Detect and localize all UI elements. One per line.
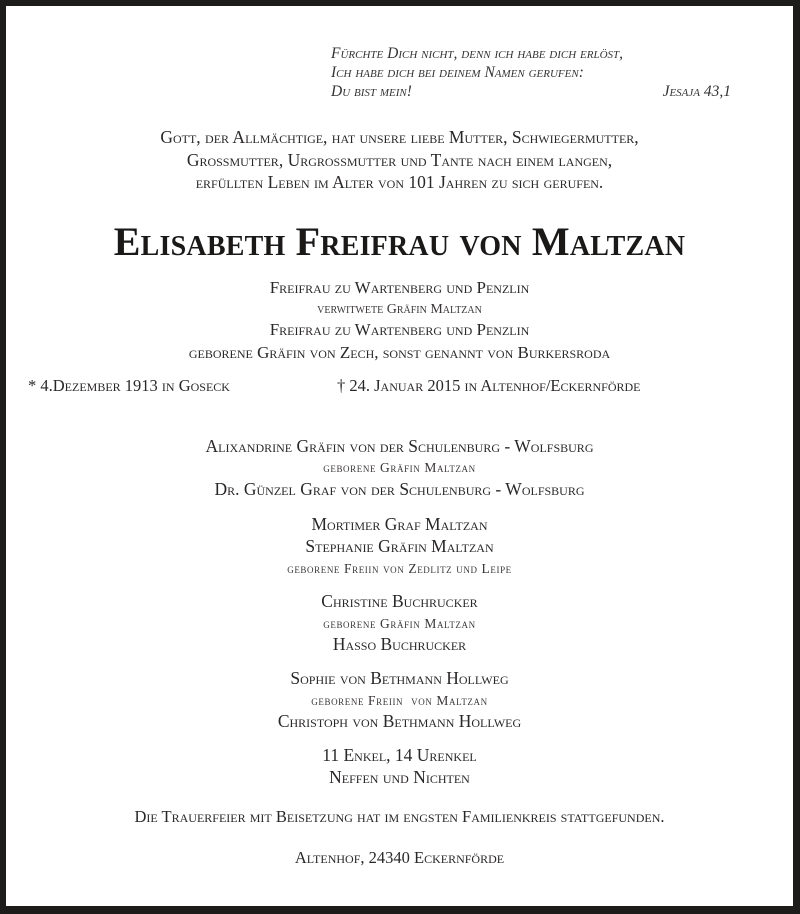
bible-verse bbox=[331, 44, 731, 101]
birth-date: * 4.Dezember 1913 in Goseck bbox=[28, 376, 230, 395]
funeral-note: Die Trauerfeier mit Beisetzung hat im engsten Familienkreis stattgefunden. bbox=[134, 807, 665, 826]
intro-line: erfüllten Leben im Alter von 101 Jahren zu sich gerufen. bbox=[195, 172, 604, 192]
verse-line: Du bist mein! Jesaja 43,1 bbox=[331, 83, 731, 100]
verse-reference: Jesaja 43,1 bbox=[662, 83, 731, 100]
mourner-name: Mortimer Graf Maltzan bbox=[311, 514, 488, 534]
grandchildren-count: 11 Enkel, 14 Urenkel bbox=[322, 745, 477, 765]
intro-line: Gott, der Allmächtige, hat unsere liebe Mutter, Schwiegermutter, bbox=[160, 127, 639, 147]
nephews-nieces: Neffen und Nichten bbox=[329, 767, 470, 787]
mourner-name: Christoph von Bethmann Hollweg bbox=[277, 711, 522, 731]
verse-line: Ich habe dich bei deinem Namen gerufen: bbox=[331, 64, 584, 81]
address: Altenhof, 24340 Eckernförde bbox=[294, 848, 505, 867]
mourner-name: Stephanie Gräfin Maltzan bbox=[305, 536, 494, 556]
deceased-name: Elisabeth Freifrau von Maltzan bbox=[113, 219, 686, 264]
mourner-maiden-name: geborene Freiin von Maltzan bbox=[311, 693, 488, 708]
mourner-maiden-name: geborene Gräfin Maltzan bbox=[323, 616, 476, 631]
deceased-title: verwitwete Gräfin Maltzan bbox=[317, 302, 482, 317]
mourner-name: Dr. Günzel Graf von der Schulenburg - Wolfsburg bbox=[214, 479, 585, 499]
obituary-notice bbox=[6, 6, 793, 906]
mourner-name: Sophie von Bethmann Hollweg bbox=[290, 668, 509, 688]
mourner-name: Alixandrine Gräfin von der Schulenburg - Wolfsburg bbox=[205, 436, 594, 456]
mourner-maiden-name: geborene Gräfin Maltzan bbox=[323, 460, 476, 475]
intro-line: Grossmutter, Urgrossmutter und Tante nach einem langen, bbox=[186, 150, 613, 170]
deceased-title: Freifrau zu Wartenberg und Penzlin bbox=[269, 320, 530, 339]
mourner-maiden-name: geborene Freiin von Zedlitz und Leipe bbox=[287, 561, 512, 576]
verse-line: Fürchte Dich nicht, denn ich habe dich erlöst, bbox=[331, 45, 624, 62]
deceased-title: Freifrau zu Wartenberg und Penzlin bbox=[269, 278, 530, 297]
deceased-birth-name: geborene Gräfin von Zech, sonst genannt von Burkersroda bbox=[188, 343, 611, 362]
mourner-name: Christine Buchrucker bbox=[321, 591, 478, 611]
death-date: † 24. Januar 2015 in Altenhof/Eckernförde bbox=[337, 376, 641, 395]
mourner-name: Hasso Buchrucker bbox=[332, 634, 467, 654]
